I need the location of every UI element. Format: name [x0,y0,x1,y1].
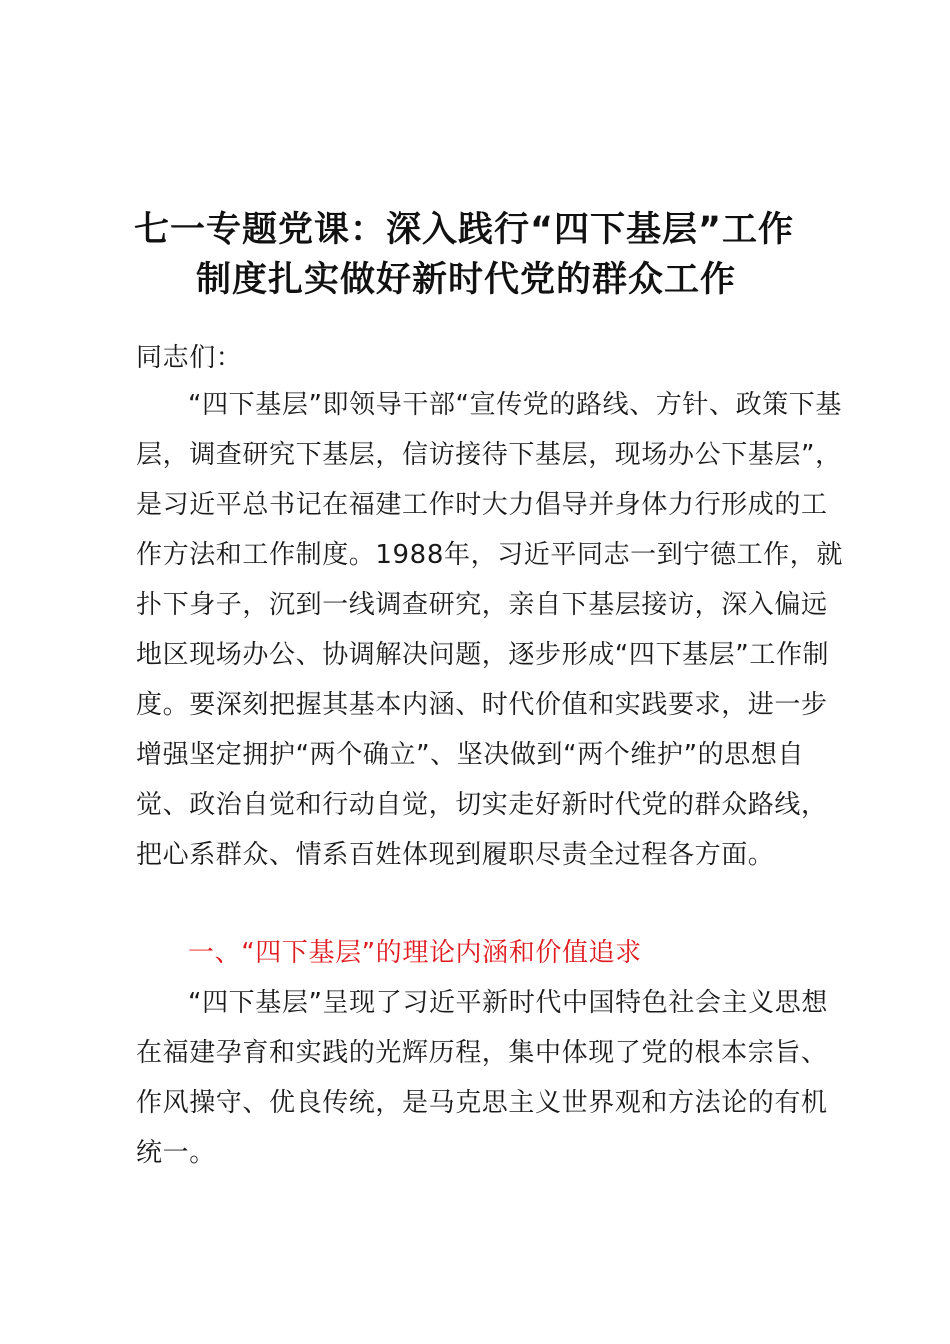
paragraph-1: “四下基层”即领导干部“宣传党的路线、方针、政策下基层，调查研究下基层，信访接待下基层，现场办公下基层”，是习近平总书记在福建工作时大力倡导并身体力行形成的工作方法和工作制度。1988年，习近平同志一到宁德工作，就扑下身子，沉到一线调查研究，亲自下基层接访，深入偏远地区现场办公、协调解决问题，逐步形成“四下基层”工作制度。要深刻把握其基本内涵、时代价值和实践要求，进一步增强坚定拥护“两个确立”、坚决做到“两个维护”的思想自觉、政治自觉和行动自觉，切实走好新时代党的群众路线，把心系群众、情系百姓体现到履职尽责全过程各方面。 [136,390,843,870]
salutation: 同志们： [136,343,243,373]
paragraph-2: “四下基层”呈现了习近平新时代中国特色社会主义思想在福建孕育和实践的光辉历程，集中体现了党的根本宗旨、作风操守、优良传统，是马克思主义世界观和方法论的有机统一。 [136,988,828,1168]
title-line-1: 七一专题党课：深入践行“四下基层”工作 [134,210,795,250]
title-line-2: 制度扎实做好新时代党的群众工作 [196,260,737,300]
section-heading-1: 一、“四下基层”的理论内涵和价值追求 [188,938,642,968]
